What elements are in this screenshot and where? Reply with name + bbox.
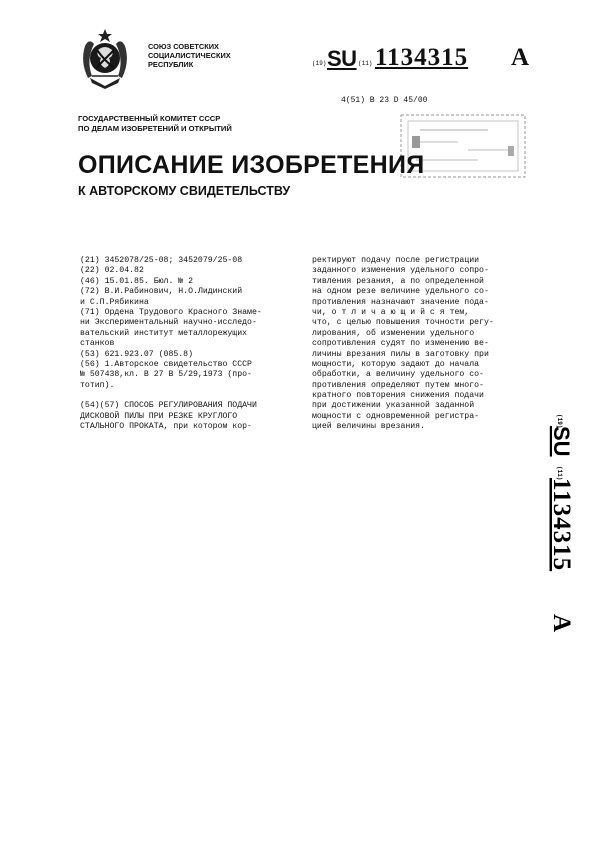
biblio-line: станков — [80, 339, 115, 349]
biblio-line: (72) В.И.Рабинович, Н.О.Лидинский — [80, 287, 243, 297]
claim-line: чи, о т л и ч а ю щ и й с я тем, — [312, 307, 470, 317]
claim-line: ректируют подачу после регистрации — [312, 256, 480, 265]
side-country-code: SU — [549, 426, 574, 457]
biblio-line — [80, 391, 262, 401]
claim-text — [312, 256, 494, 433]
claim-line: обработки, а величину удельного со- — [312, 370, 484, 380]
biblio-line: ни Экспериментальный научно-исследо- — [80, 318, 257, 328]
claim-line: СТАЛЬНОГО ПРОКАТА, при котором кор- — [80, 422, 252, 432]
claim-line: лирования, об изменении удельного — [312, 328, 475, 338]
claim-line: противления назначают значение пода- — [312, 297, 489, 307]
document-kind: A — [511, 44, 530, 71]
claim-line: личины врезания пилы в заготовку при — [312, 349, 489, 359]
patent-number: 1134315 — [375, 44, 469, 71]
claim-line: что, с целью повышения точности регу- — [312, 318, 494, 328]
claim-line: мощности с одновременной регистра- — [312, 411, 480, 421]
claim-line: тивления резания, а по определенной — [312, 276, 484, 286]
side-document-kind: A — [548, 614, 575, 633]
side-patent-number: 1134315 — [548, 478, 575, 572]
biblio-line: (53) 621.923.07 (085.8) — [80, 349, 194, 359]
biblio-line: (46) 15.01.85. Бюл. № 2 — [80, 276, 194, 286]
claim-line: цией величины врезания. — [312, 422, 426, 432]
side-publication-number — [530, 414, 575, 644]
biblio-line: вательский институт металлорежущих — [80, 328, 248, 338]
union-name: СОЮЗ СОВЕТСКИХ СОЦИАЛИСТИЧЕСКИХ РЕСПУБЛИК — [148, 42, 231, 69]
document-title: ОПИСАНИЕ ИЗОБРЕТЕНИЯ — [78, 151, 425, 179]
claim-line: сопротивления судят по изменению ве- — [312, 339, 489, 349]
ussr-emblem-icon — [78, 28, 132, 90]
claim-line: при достижении указанной заданной — [312, 401, 475, 411]
country-code-label: (19) — [312, 60, 327, 67]
claim-line: противления определяют путем много- — [312, 380, 484, 390]
biblio-line: (71) Ордена Трудового Красного Знаме- — [80, 307, 262, 317]
claim-line: (54)(57) СПОСОБ РЕГУЛИРОВАНИЯ ПОДАЧИ — [80, 401, 257, 411]
claim-line: ДИСКОВОЙ ПИЛЫ ПРИ РЕЗКЕ КРУГЛОГО — [80, 411, 238, 421]
claim-line: мощности, которую задают до начала — [312, 359, 480, 369]
claim-line: кратного повторения снижения подачи — [312, 391, 484, 401]
bibliographic-data — [80, 256, 262, 433]
claim-line: на одном резе величине удельного со- — [312, 287, 489, 297]
biblio-line: (56) 1.Авторское свидетельство СССР — [80, 359, 252, 369]
biblio-line: (22) 02.04.82 — [80, 266, 144, 276]
document-subtitle: К АВТОРСКОМУ СВИДЕТЕЛЬСТВУ — [78, 184, 291, 198]
biblio-line: № 507438,кл. В 27 В 5/29,1973 (про- — [80, 370, 252, 380]
side-country-code-label: (19) — [556, 414, 563, 429]
biblio-line: и С.П.Рябикина — [80, 297, 149, 307]
number-code-label: (11) — [358, 60, 373, 67]
side-number-code-label: (11) — [556, 466, 563, 481]
ipc-classification: 4(51) B 23 D 45/00 — [341, 96, 428, 105]
biblio-line: (21) 3452078/25-08; 3452079/25-08 — [80, 256, 243, 265]
committee-name: ГОСУДАРСТВЕННЫЙ КОМИТЕТ СССР ПО ДЕЛАМ ИЗОБРЕТЕНИЙ И ОТКРЫТИЙ — [78, 114, 232, 133]
claim-line: заданного изменения удельного сопро- — [312, 266, 489, 276]
biblio-line: тотип). — [80, 380, 115, 390]
country-code: SU — [327, 46, 357, 71]
